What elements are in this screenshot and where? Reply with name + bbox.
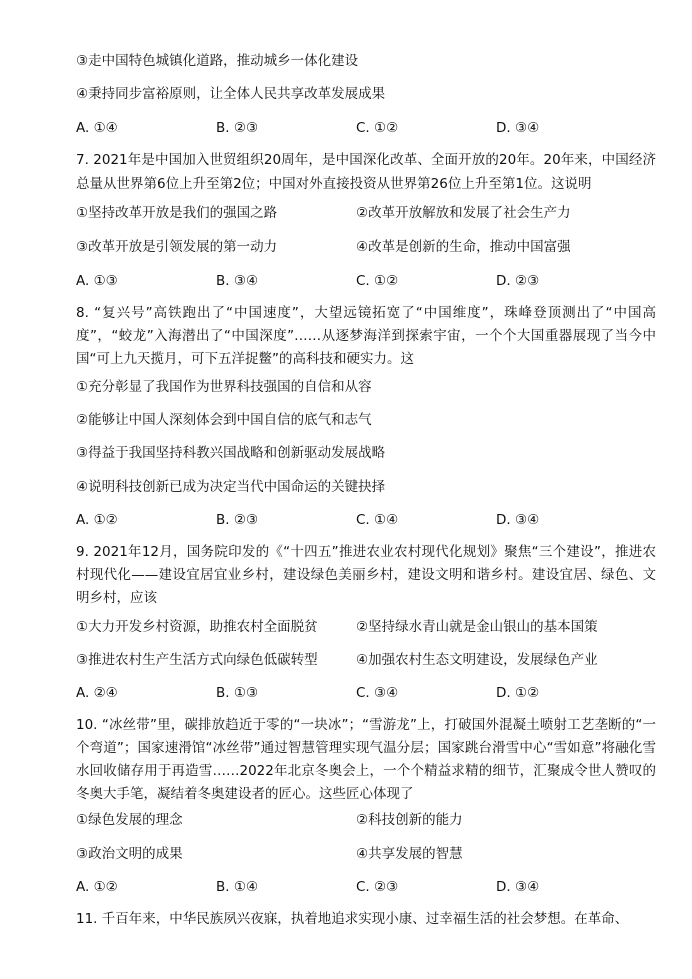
question-10-option-2: ②科技创新的能力: [356, 812, 463, 828]
question-8-option-1: ①充分彰显了我国作为世界科技强国的自信和从容: [76, 379, 372, 395]
question-7-stem: 7. 2021年是中国加入世贸组织20周年，是中国深化改革、全面开放的20年。20年来，中国经济总量从世界第6位上升至第2位；中国对外直接投资从世界第26位上升至第1位。这说明: [76, 152, 656, 192]
option-4: ④秉持同步富裕原则，让全体人民共享改革发展成果: [76, 86, 386, 102]
question-10-option-3: ③政治文明的成果: [76, 846, 183, 862]
question-9-option-4: ④加强农村生态文明建设，发展绿色产业: [356, 652, 598, 668]
choice-c: C. ①②: [356, 120, 399, 136]
choice-a: A. ①③: [76, 273, 118, 289]
choice-c: C. ①②: [356, 273, 399, 289]
question-7-option-3: ③改革开放是引领发展的第一动力: [76, 239, 278, 255]
choice-d: D. ①②: [496, 685, 540, 701]
choice-c: C. ②③: [356, 879, 399, 895]
question-8-stem: 8. “复兴号”高铁跑出了“中国速度”，大望远镜拓宽了“中国维度”，珠峰登顶测出了“中国高度”，“蛟龙”入海潜出了“中国深度”……从逐梦海洋到探索宇宙，一个个大国重器展现了当今中国“可上九天揽月，可下五洋捉鳖”的高科技和硬实力。这: [76, 305, 656, 367]
choice-b: B. ②③: [216, 120, 259, 136]
choice-b: B. ①④: [216, 879, 259, 895]
question-10-option-4: ④共享发展的智慧: [356, 846, 463, 862]
question-9-option-3: ③推进农村生产生活方式向绿色低碳转型: [76, 652, 318, 668]
choice-d: D. ③④: [496, 512, 540, 528]
question-8-option-3: ③得益于我国坚持科教兴国战略和创新驱动发展战略: [76, 445, 386, 461]
question-10-stem: 10. “冰丝带”里，碳排放趋近于零的“一块冰”；“雪游龙”上，打破国外混凝土喷射工艺垄断的“一个弯道”；国家速滑馆“冰丝带”通过智慧管理实现气温分层；国家跳台滑雪中心“雪如意”将融化雪水回收储存用于再造雪……2022年北京冬奥会上，一个个精益求精的细节，汇聚成令世人赞叹的冬奥大手笔，凝结着冬奥建设者的匠心。这些匠心体现了: [76, 717, 656, 802]
choice-a: A. ①④: [76, 120, 118, 136]
question-11-stem: 11. 千百年来，中华民族夙兴夜寐，执着地追求实现小康、过幸福生活的社会梦想。在革命、: [76, 911, 629, 927]
choice-b: B. ③④: [216, 273, 259, 289]
option-3: ③走中国特色城镇化道路，推动城乡一体化建设: [76, 53, 359, 69]
choice-c: C. ①④: [356, 512, 399, 528]
question-7-option-2: ②改革开放解放和发展了社会生产力: [356, 205, 571, 221]
question-9-option-1: ①大力开发乡村资源，助推农村全面脱贫: [76, 619, 318, 635]
choice-d: D. ③④: [496, 120, 540, 136]
choice-b: B. ②③: [216, 512, 259, 528]
choice-a: A. ①②: [76, 879, 118, 895]
question-9-choices: [76, 684, 656, 702]
answer-choices: [76, 119, 656, 137]
question-7-option-1: ①坚持改革开放是我们的强国之路: [76, 205, 278, 221]
choice-c: C. ③④: [356, 685, 399, 701]
question-8-choices: [76, 511, 656, 529]
question-10-option-1: ①绿色发展的理念: [76, 812, 183, 828]
question-8-option-2: ②能够让中国人深刻体会到中国自信的底气和志气: [76, 412, 372, 428]
question-9-option-2: ②坚持绿水青山就是金山银山的基本国策: [356, 619, 598, 635]
choice-a: A. ②④: [76, 685, 118, 701]
question-10-choices: [76, 878, 656, 896]
question-8-option-4: ④说明科技创新已成为决定当代中国命运的关键抉择: [76, 479, 386, 495]
question-7-option-4: ④改革是创新的生命，推动中国富强: [356, 239, 571, 255]
question-7-choices: [76, 272, 656, 290]
question-9-stem: 9. 2021年12月，国务院印发的《“十四五”推进农业农村现代化规划》聚焦“三个建设”，推进农村现代化——建设宜居宜业乡村，建设绿色美丽乡村，建设文明和谐乡村。建设宜居、绿色、文明乡村，应该: [76, 544, 656, 606]
choice-a: A. ①②: [76, 512, 118, 528]
choice-d: D. ③④: [496, 879, 540, 895]
choice-b: B. ①③: [216, 685, 259, 701]
choice-d: D. ②③: [496, 273, 540, 289]
